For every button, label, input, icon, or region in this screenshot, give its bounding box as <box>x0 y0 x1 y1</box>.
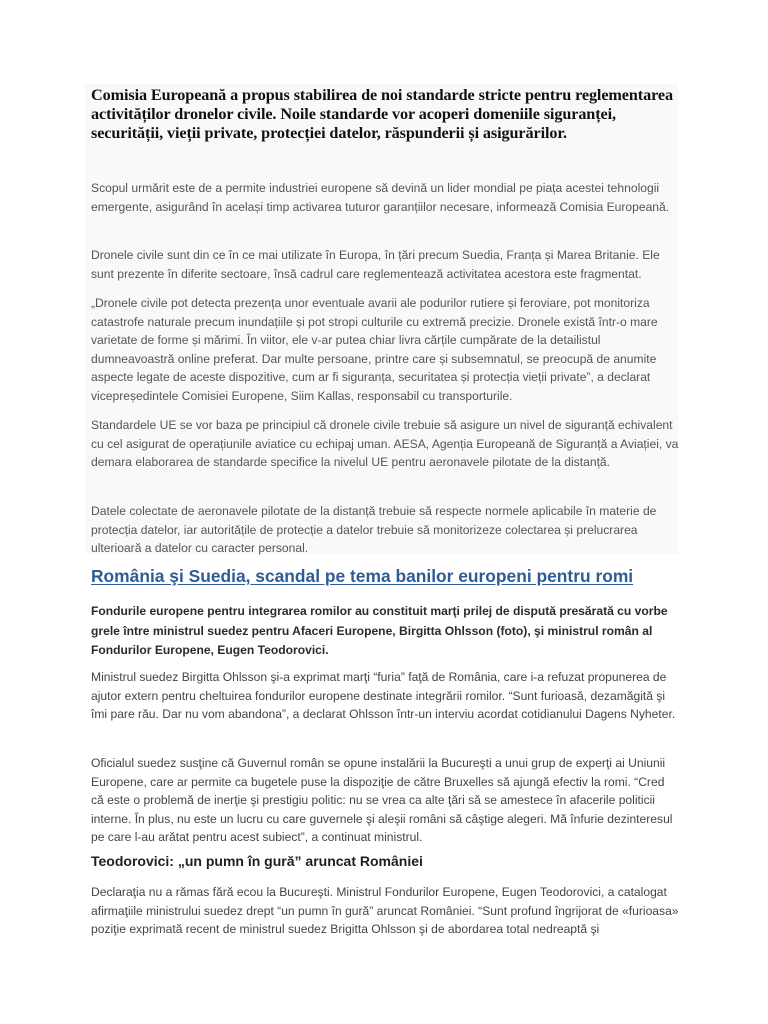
article-paragraph-8: Declaraţia nu a rămas fără ecou la Bucureşti. Ministrul Fondurilor Europene, Eugen Teodorovici, a catalogat afirmaţiile ministrului suedez drept “un pumn în gură” aruncat României. “Sunt profund îngrijorat de «furioasa» poziţie exprimată recent de ministrul suedez Brigitta Ohlsson şi de abordarea total nedreaptă şi <box>91 885 679 937</box>
article-paragraph-3: „Dronele civile pot detecta prezența unor eventuale avarii ale podurilor rutiere și feroviare, pot monitoriza catastrofe naturale precum inundațiile și pot stropi culturile cu extremă precizie. Dronele există într-o mare varietate de forme și mărimi. În viitor, ele v-ar putea chiar livra cărțile cumpărate de la detailistul dumneavoastră online preferat. Dar multe persoane, printre care și subsemnatul, se preocupă de anumite aspecte legate de aceste dispozitive, cum ar fi siguranța, securitatea și protecția vieții private”, a declarat vicepreședintele Comisiei Europene, Siim Kallas, responsabil cu transporturile. <box>91 296 658 403</box>
article-paragraph-6: Ministrul suedez Birgitta Ohlsson şi-a exprimat marţi “furia” faţă de România, care i-a refuzat propunerea de ajutor extern pentru cheltuirea fondurilor europene destinate integrării romilor. “Sunt furioasă, dezamăgită şi îmi pare rău. Dar nu vom abandona”, a declarat Ohlsson într-un interviu acordat cotidianului Dagens Nyheter. <box>91 670 676 722</box>
article-paragraph-5: Datele colectate de aeronavele pilotate de la distanță trebuie să respecte normele aplicabile în materie de protecția datelor, iar autoritățile de protecție a datelor trebuie să monitorizeze colectarea și prelucrarea ulterioară a datelor cu caracter personal. <box>91 504 657 556</box>
article-title-link[interactable]: România şi Suedia, scandal pe tema banilor europeni pentru romi <box>91 566 634 586</box>
article-paragraph-2: Dronele civile sunt din ce în ce mai utilizate în Europa, în țări precum Suedia, Franța și Marea Britanie. Ele sunt prezente în diferite sectoare, însă cadrul care reglementează activitatea acestora este fragmentat. <box>91 248 660 281</box>
article-lead-2: Fondurile europene pentru integrarea romilor au constituit marţi prilej de dispută presărată cu vorbe grele între ministrul suedez pentru Afaceri Europene, Birgitta Ohlsson (foto), şi ministrul român al Fondurilor Europene, Eugen Teodorovici. <box>91 604 668 657</box>
article-lead: Comisia Europeană a propus stabilirea de noi standarde stricte pentru reglementarea activităților dronelor civile. Noile standarde vor acoperi domeniile siguranței, securității, vieții private, protecției datelor, răspunderii și asigurărilor. <box>91 86 673 142</box>
article-paragraph-7: Oficialul suedez susţine că Guvernul român se opune instalării la Bucureşti a unui grup de experţi ai Uniunii Europene, care ar permite ca bugetele puse la dispoziţie de către Bruxelles să ajungă efectiv la romi. “Cred că este o problemă de inerţie şi prestigiu politic: nu se vrea ca alte ţări să se amestece în afacerile politicii interne. În plus, nu este un lucru cu care guvernele şi aleşii români să câştige alegeri. Mă înfurie dezinteresul pe care l-au arătat pentru acest subiect”, a continuat ministrul. <box>91 756 673 845</box>
article-paragraph-1: Scopul urmărit este de a permite industriei europene să devină un lider mondial pe piața acestei tehnologii emergente, asigurând în același timp activarea tuturor garanțiilor necesare, informează Comisia Europeană. <box>91 181 670 214</box>
article-paragraph-4: Standardele UE se vor baza pe principiul că dronele civile trebuie să asigure un nivel de siguranță echivalent cu cel asigurat de operațiunile aviatice cu echipaj uman. AESA, Agenția Europeană de Siguranță a Aviației, va demara elaborarea de standarde specifice la nivelul UE pentru aeronavele pilotate de la distanță. <box>91 418 679 470</box>
article-subheading: Teodorovici: „un pumn în gură” aruncat României <box>91 853 423 869</box>
